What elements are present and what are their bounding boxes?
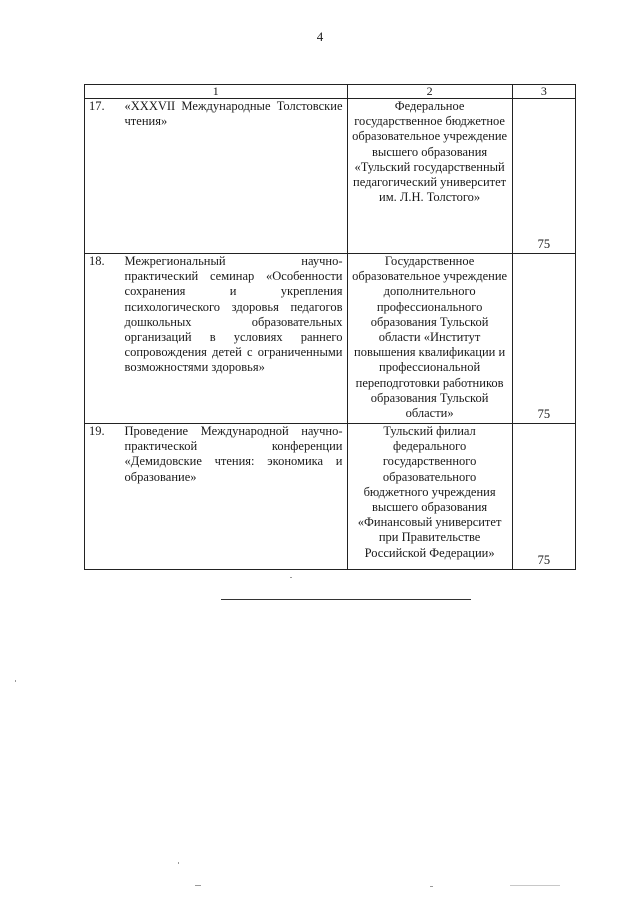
scan-speck	[195, 885, 201, 886]
table-row	[85, 254, 576, 424]
scan-speck	[290, 577, 292, 578]
table-row	[85, 424, 576, 570]
organization-cell	[347, 424, 512, 570]
event-name: Проведение Международной научно-практической конференции «Демидовские чтения: экономика и образование»	[124, 424, 343, 484]
header-col-2: 2	[347, 85, 512, 99]
table-row	[85, 99, 576, 254]
page-number: 4	[316, 29, 324, 44]
scan-speck	[178, 862, 179, 864]
event-name-cell	[119, 424, 347, 570]
scan-speck	[510, 885, 560, 886]
closing-rule-line	[221, 599, 471, 600]
row-number: 19.	[85, 424, 119, 570]
header-col-3: 3	[512, 85, 575, 99]
events-table	[84, 84, 576, 570]
participants-count: 75	[512, 424, 575, 570]
event-name-cell	[119, 99, 347, 254]
event-name-cell	[119, 254, 347, 424]
organization-cell	[347, 254, 512, 424]
scan-speck	[15, 680, 16, 682]
participants-count: 75	[512, 254, 575, 424]
participants-count: 75	[512, 99, 575, 254]
event-name: «XXXVII Международные Толстовские чтения»	[124, 99, 343, 129]
row-number: 18.	[85, 254, 119, 424]
organization-cell	[347, 99, 512, 254]
header-col-1: 1	[85, 85, 348, 99]
organization-name: Федеральное государственное бюджетное образовательное учреждение высшего образования «Тульский государственный педагогический университет им. Л.Н. Толстого»	[352, 99, 508, 205]
scan-speck	[430, 886, 433, 887]
organization-name: Государственное образовательное учреждение дополнительного профессионального образования Тульской области «Институт повышения квалификации и профессиональной переподготовки работников образования Тульской области»	[352, 254, 508, 421]
row-number: 17.	[85, 99, 119, 254]
organization-name: Тульский филиал федерального государственного образовательного бюджетного учреждения высшего образования «Финансовый университет при Правительстве Российской Федерации»	[357, 424, 502, 560]
table-header-row	[85, 85, 576, 99]
event-name: Межрегиональный научно-практический семинар «Особенности сохранения и укрепления психологического здоровья педагогов дошкольных образовательных организаций в условиях раннего сопровождения детей с ограниченными возможностями здоровья»	[124, 254, 343, 375]
